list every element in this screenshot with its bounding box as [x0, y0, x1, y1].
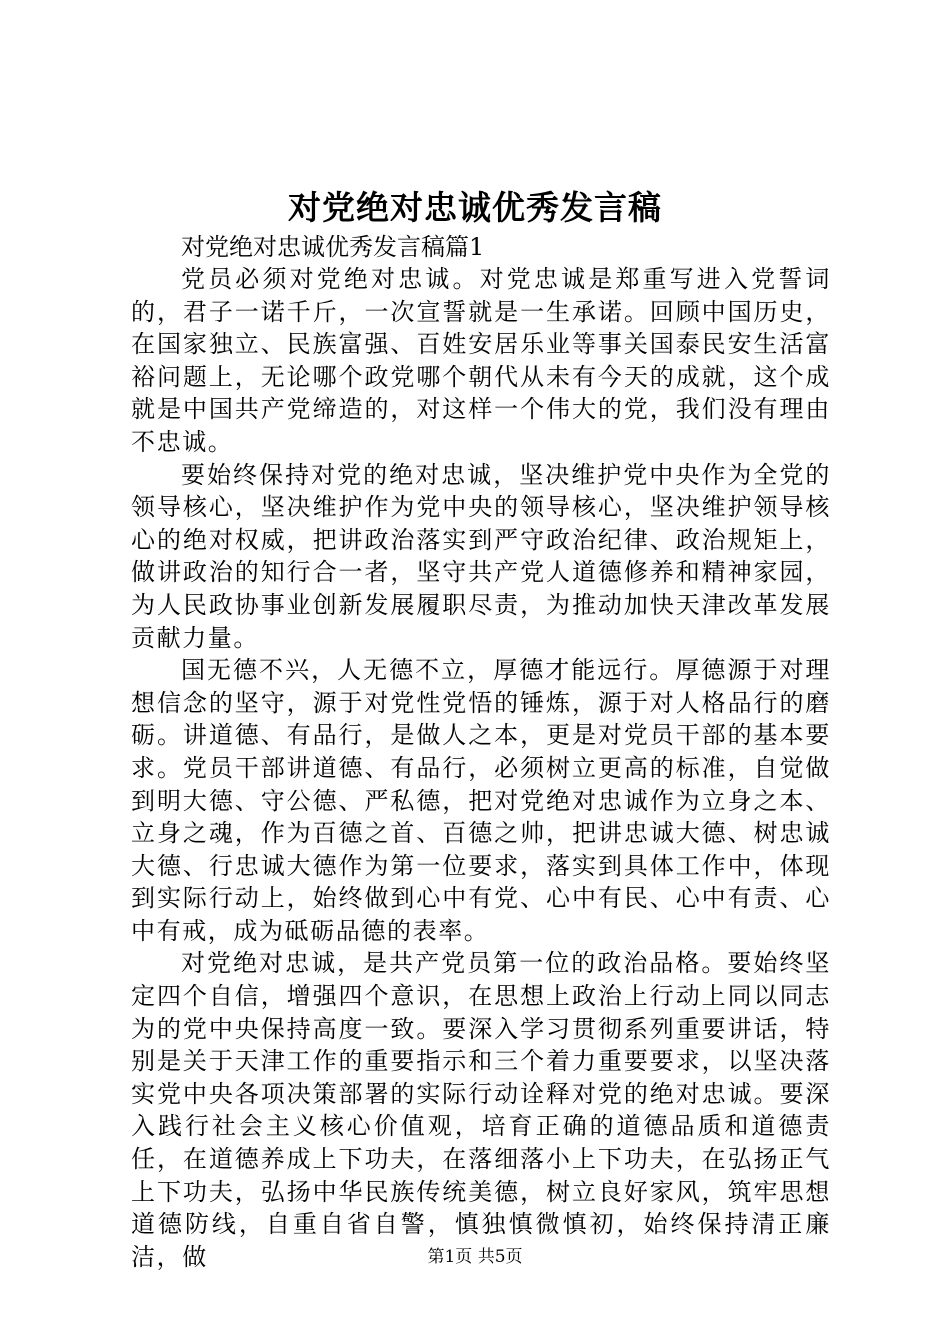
paragraph-3: 国无德不兴，人无德不立，厚德才能远行。厚德源于对理想信念的坚守，源于对党性党悟的锤炼，源于对人格品行的磨砺。讲道德、有品行，是做人之本，更是对党员干部的基本要求。党员干部讲道德、有品行，必须树立更高的标准，自觉做到明大德、守公德、严私德，把对党绝对忠诚作为立身之本、立身之魂，作为百德之首、百德之帅，把讲忠诚大德、树忠诚大德、行忠诚大德作为第一位要求，落实到具体工作中，体现到实际行动上，始终做到心中有党、心中有民、心中有责、心中有戒，成为砥砺品德的表率。	[131, 656, 831, 945]
document-body	[131, 231, 831, 1273]
page-footer: 第1页 共5页	[427, 1247, 523, 1267]
paragraph-1: 党员必须对党绝对忠诚。对党忠诚是郑重写进入党誓词的，君子一诺千斤，一次宣誓就是一生承诺。回顾中国历史，在国家独立、民族富强、百姓安居乐业等事关国泰民安生活富裕问题上，无论哪个政党哪个朝代从未有今天的成就，这个成就是中国共产党缔造的，对这样一个伟大的党，我们没有理由不忠诚。	[131, 265, 831, 456]
document-title: 对党绝对忠诚优秀发言稿	[288, 188, 662, 227]
section-heading: 对党绝对忠诚优秀发言稿篇1	[181, 233, 485, 261]
paragraph-2: 要始终保持对党的绝对忠诚，坚决维护党中央作为全党的领导核心，坚决维护作为党中央的领导核心，坚决维护领导核心的绝对权威，把讲政治落实到严守政治纪律、政治规矩上，做讲政治的知行合一者，坚守共产党人道德修养和精神家园，为人民政协事业创新发展履职尽责，为推动加快天津改革发展贡献力量。	[131, 460, 831, 652]
paragraph-4: 对党绝对忠诚，是共产党员第一位的政治品格。要始终坚定四个自信，增强四个意识，在思想上政治上行动上同以同志为的党中央保持高度一致。要深入学习贯彻系列重要讲话，特别是关于天津工作的重要指示和三个着力重要要求，以坚决落实党中央各项决策部署的实际行动诠释对党的绝对忠诚。要深入践行社会主义核心价值观，培育正确的道德品质和道德责任，在道德养成上下功夫，在落细落小上下功夫，在弘扬正气上下功夫，弘扬中华民族传统美德，树立良好家风，筑牢思想道德防线，自重自省自警，慎独慎微慎初，始终保持清正廉洁，做	[131, 949, 831, 1271]
